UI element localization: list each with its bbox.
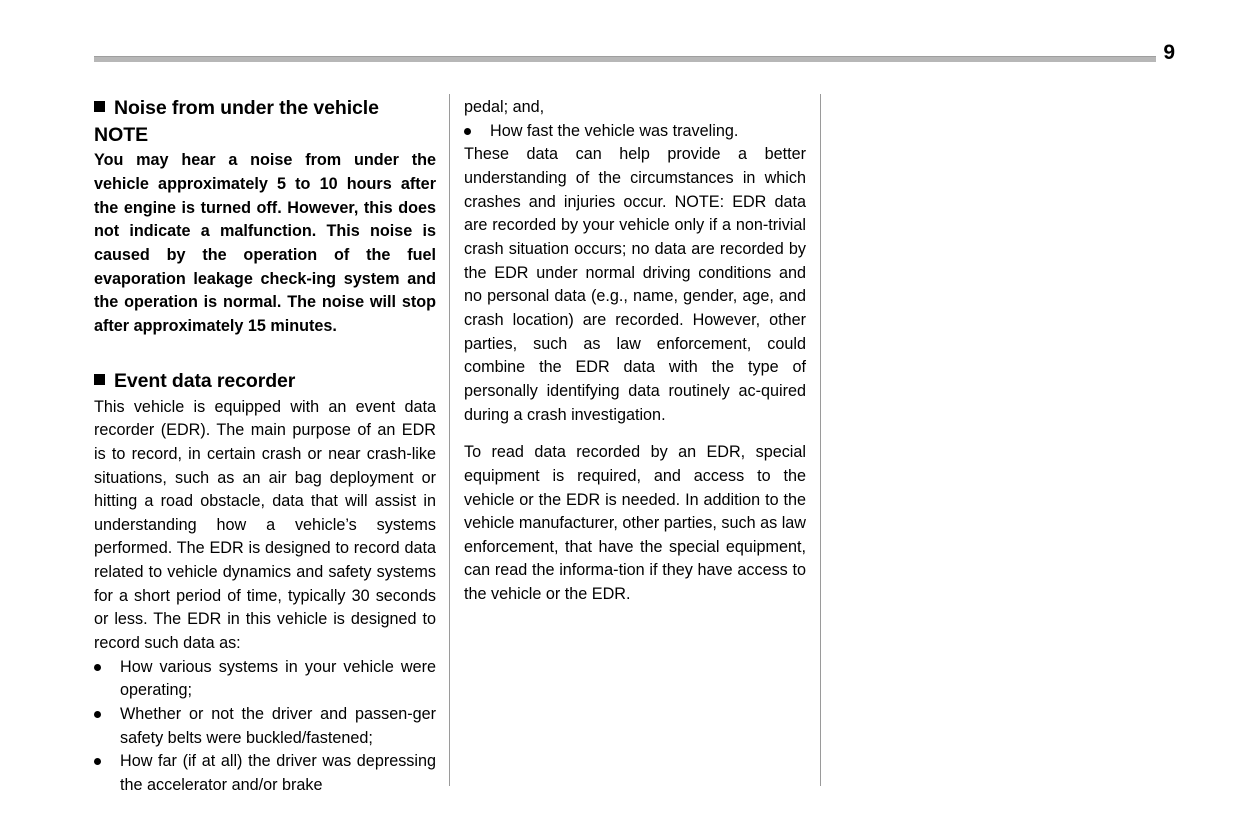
right-column <box>464 96 806 607</box>
continuation-text: pedal; and, <box>464 98 545 116</box>
left-column <box>94 96 436 798</box>
list-item-text: How fast the vehicle was traveling. <box>490 121 739 140</box>
column-divider-right <box>820 94 821 786</box>
bullet-dot-icon <box>464 128 471 135</box>
list-item <box>94 656 436 703</box>
bullet-dot-icon <box>94 758 101 765</box>
note-text: You may hear a noise from under the vehicle approximately 5 to 10 hours after the engine is turned off. However, this does not indicate a malfunction. This noise is caused by the operation of the fuel evaporation leakage check-ing system and the operation is normal. The noise will stop after approximately 15 minutes. <box>94 151 436 335</box>
column-divider-left <box>449 94 450 786</box>
list-item-text: How various systems in your vehicle were operating; <box>120 657 436 700</box>
header-rule <box>94 56 1156 62</box>
list-item <box>94 703 436 750</box>
right-paragraph-1: These data can help provide a better understanding of the circumstances in which crashes and injuries occur. NOTE: EDR data are recorded by your vehicle only if a non-trivial crash situation occurs; no data are recorded by the EDR under normal driving conditions and no personal data (e.g., name, gender, age, and crash location) are recorded. However, other parties, such as law enforcement, could combine the EDR data with the type of personally identifying data routinely ac-quired during a crash investigation. <box>464 145 806 424</box>
section-heading-noise <box>94 96 436 121</box>
square-bullet-icon <box>94 101 105 112</box>
section-heading-noise-label: Noise from under the vehicle <box>114 97 379 119</box>
note-label: NOTE <box>94 123 149 146</box>
right-paragraph-2: To read data recorded by an EDR, special equipment is required, and access to the vehicle or the EDR is needed. In addition to the vehicle manufacturer, other parties, such as law enforcement, that have the special equipment, can read the informa-tion if they have access to the vehicle or the EDR. <box>464 443 806 604</box>
section-heading-edr <box>94 369 436 394</box>
list-item-text: Whether or not the driver and passen-ger safety belts were buckled/fastened; <box>120 705 436 747</box>
list-item-text: How far (if at all) the driver was depressing the accelerator and/or brake <box>120 752 436 795</box>
edr-paragraph-1: This vehicle is equipped with an event data recorder (EDR). The main purpose of an EDR is to record, in certain crash or near crash-like situations, such as an air bag deployment or hitting a road obstacle, data that will assist in understanding how a vehicle’s systems performed. The EDR is designed to record data related to vehicle dynamics and safety systems for a short period of time, typically 30 seconds or less. The EDR in this vehicle is designed to record such data as: <box>94 397 436 653</box>
bullet-dot-icon <box>94 664 101 671</box>
list-item <box>464 120 806 144</box>
page-number: 9 <box>1163 41 1175 64</box>
section-heading-edr-label: Event data recorder <box>114 369 296 392</box>
spacer <box>94 339 436 369</box>
list-item <box>94 750 436 797</box>
square-bullet-icon <box>94 374 105 385</box>
bullet-dot-icon <box>94 711 101 718</box>
